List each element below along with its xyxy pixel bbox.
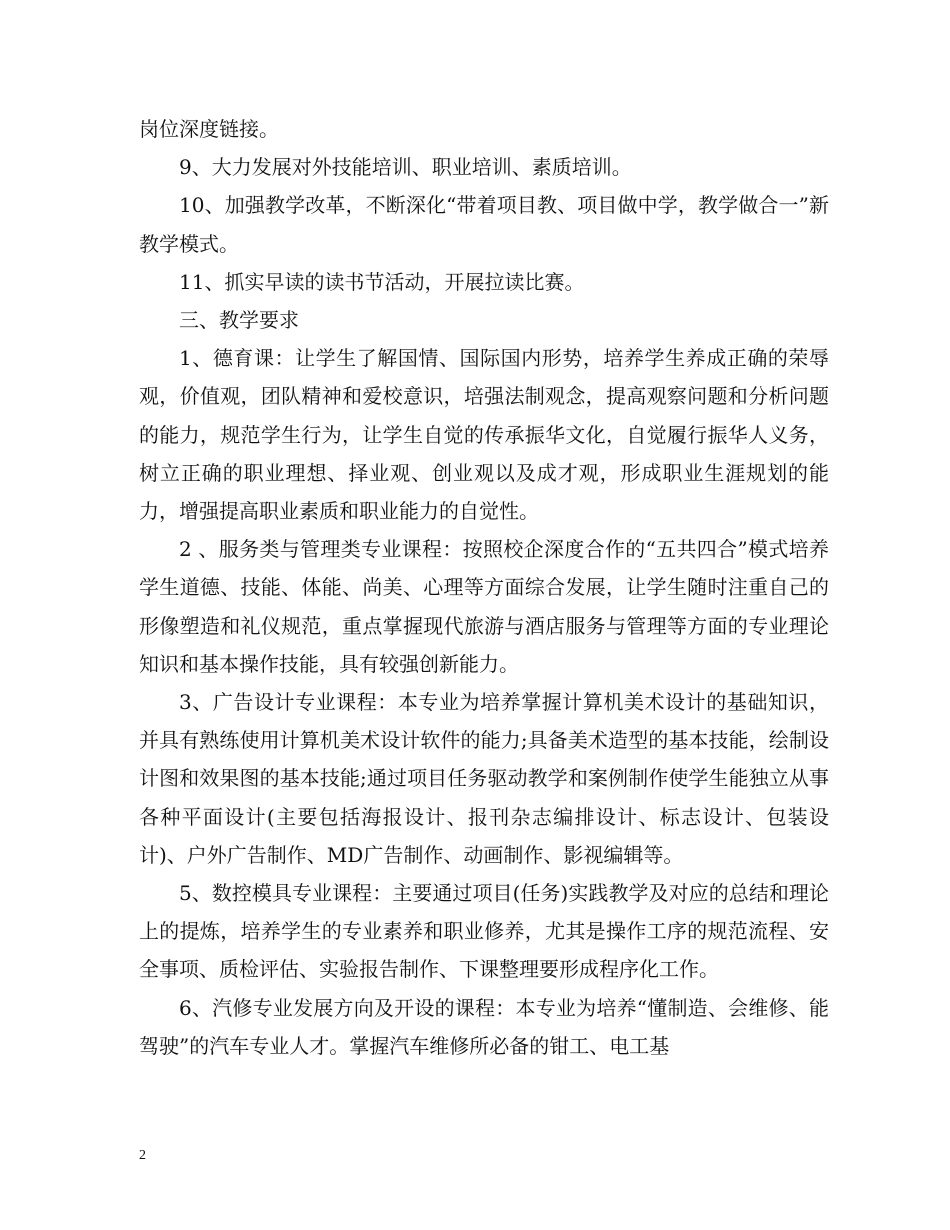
paragraph-item-11: 11、抓实早读的读书节活动，开展拉读比赛。 — [179, 269, 585, 294]
paragraph-moral-education: 1、德育课：让学生了解国情、国际国内形势，培养学生养成正确的荣辱观，价值观，团队精神和爱校意识，培强法制观念，提高观察问题和分析问题的能力，规范学生行为，让学生自觉的传承振华文化，自觉履行振华人义务，树立正确的职业理想、择业观、创业观以及成才观，形成职业生涯规划的能力，增强提高职业素质和职业能力的自觉性。 — [139, 346, 829, 524]
paragraph-cnc-mold: 5、数控模具专业课程：主要通过项目(任务)实践教学及对应的总结和理论上的提炼，培养学生的专业素养和职业修养，尤其是操作工序的规范流程、安全事项、质检评估、实验报告制作、下课整理要形成程序化工作。 — [139, 881, 829, 982]
paragraph-auto-repair: 6、汽修专业发展方向及开设的课程：本专业为培养“懂制造、会维修、能驾驶”的汽车专业人才。掌握汽车维修所必备的钳工、电工基 — [139, 995, 829, 1058]
paragraph-item-9: 9、大力发展对外技能培训、职业培训、素质培训。 — [179, 155, 632, 180]
paragraph-continuation: 岗位深度链接。 — [139, 117, 279, 141]
page-number: 2 — [139, 1148, 146, 1163]
paragraph-item-10: 10、加强教学改革，不断深化“带着项目教、项目做中学，教学做合一”新教学模式。 — [139, 193, 829, 256]
paragraph-service-management: 2 、服务类与管理类专业课程：按照校企深度合作的“五共四合”模式培养学生道德、技能、体能、尚美、心理等方面综合发展，让学生随时注重自己的形像塑造和礼仪规范，重点掌握现代旅游与酒店服务与管理等方面的专业理论知识和基本操作技能，具有较强创新能力。 — [139, 537, 829, 676]
paragraph-advertising-design: 3、广告设计专业课程：本专业为培养掌握计算机美术设计的基础知识，并具有熟练使用计算机美术设计软件的能力;具备美术造型的基本技能，绘制设计图和效果图的基本技能;通过项目任务驱动教学和案例制作使学生能独立从事各种平面设计(主要包括海报设计、报刊杂志编排设计、标志设计、包装设计)、户外广告制作、MD广告制作、动画制作、影视编辑等。 — [139, 690, 829, 867]
document-body — [139, 110, 829, 1065]
section-heading-teaching-requirements: 三、教学要求 — [179, 308, 299, 333]
